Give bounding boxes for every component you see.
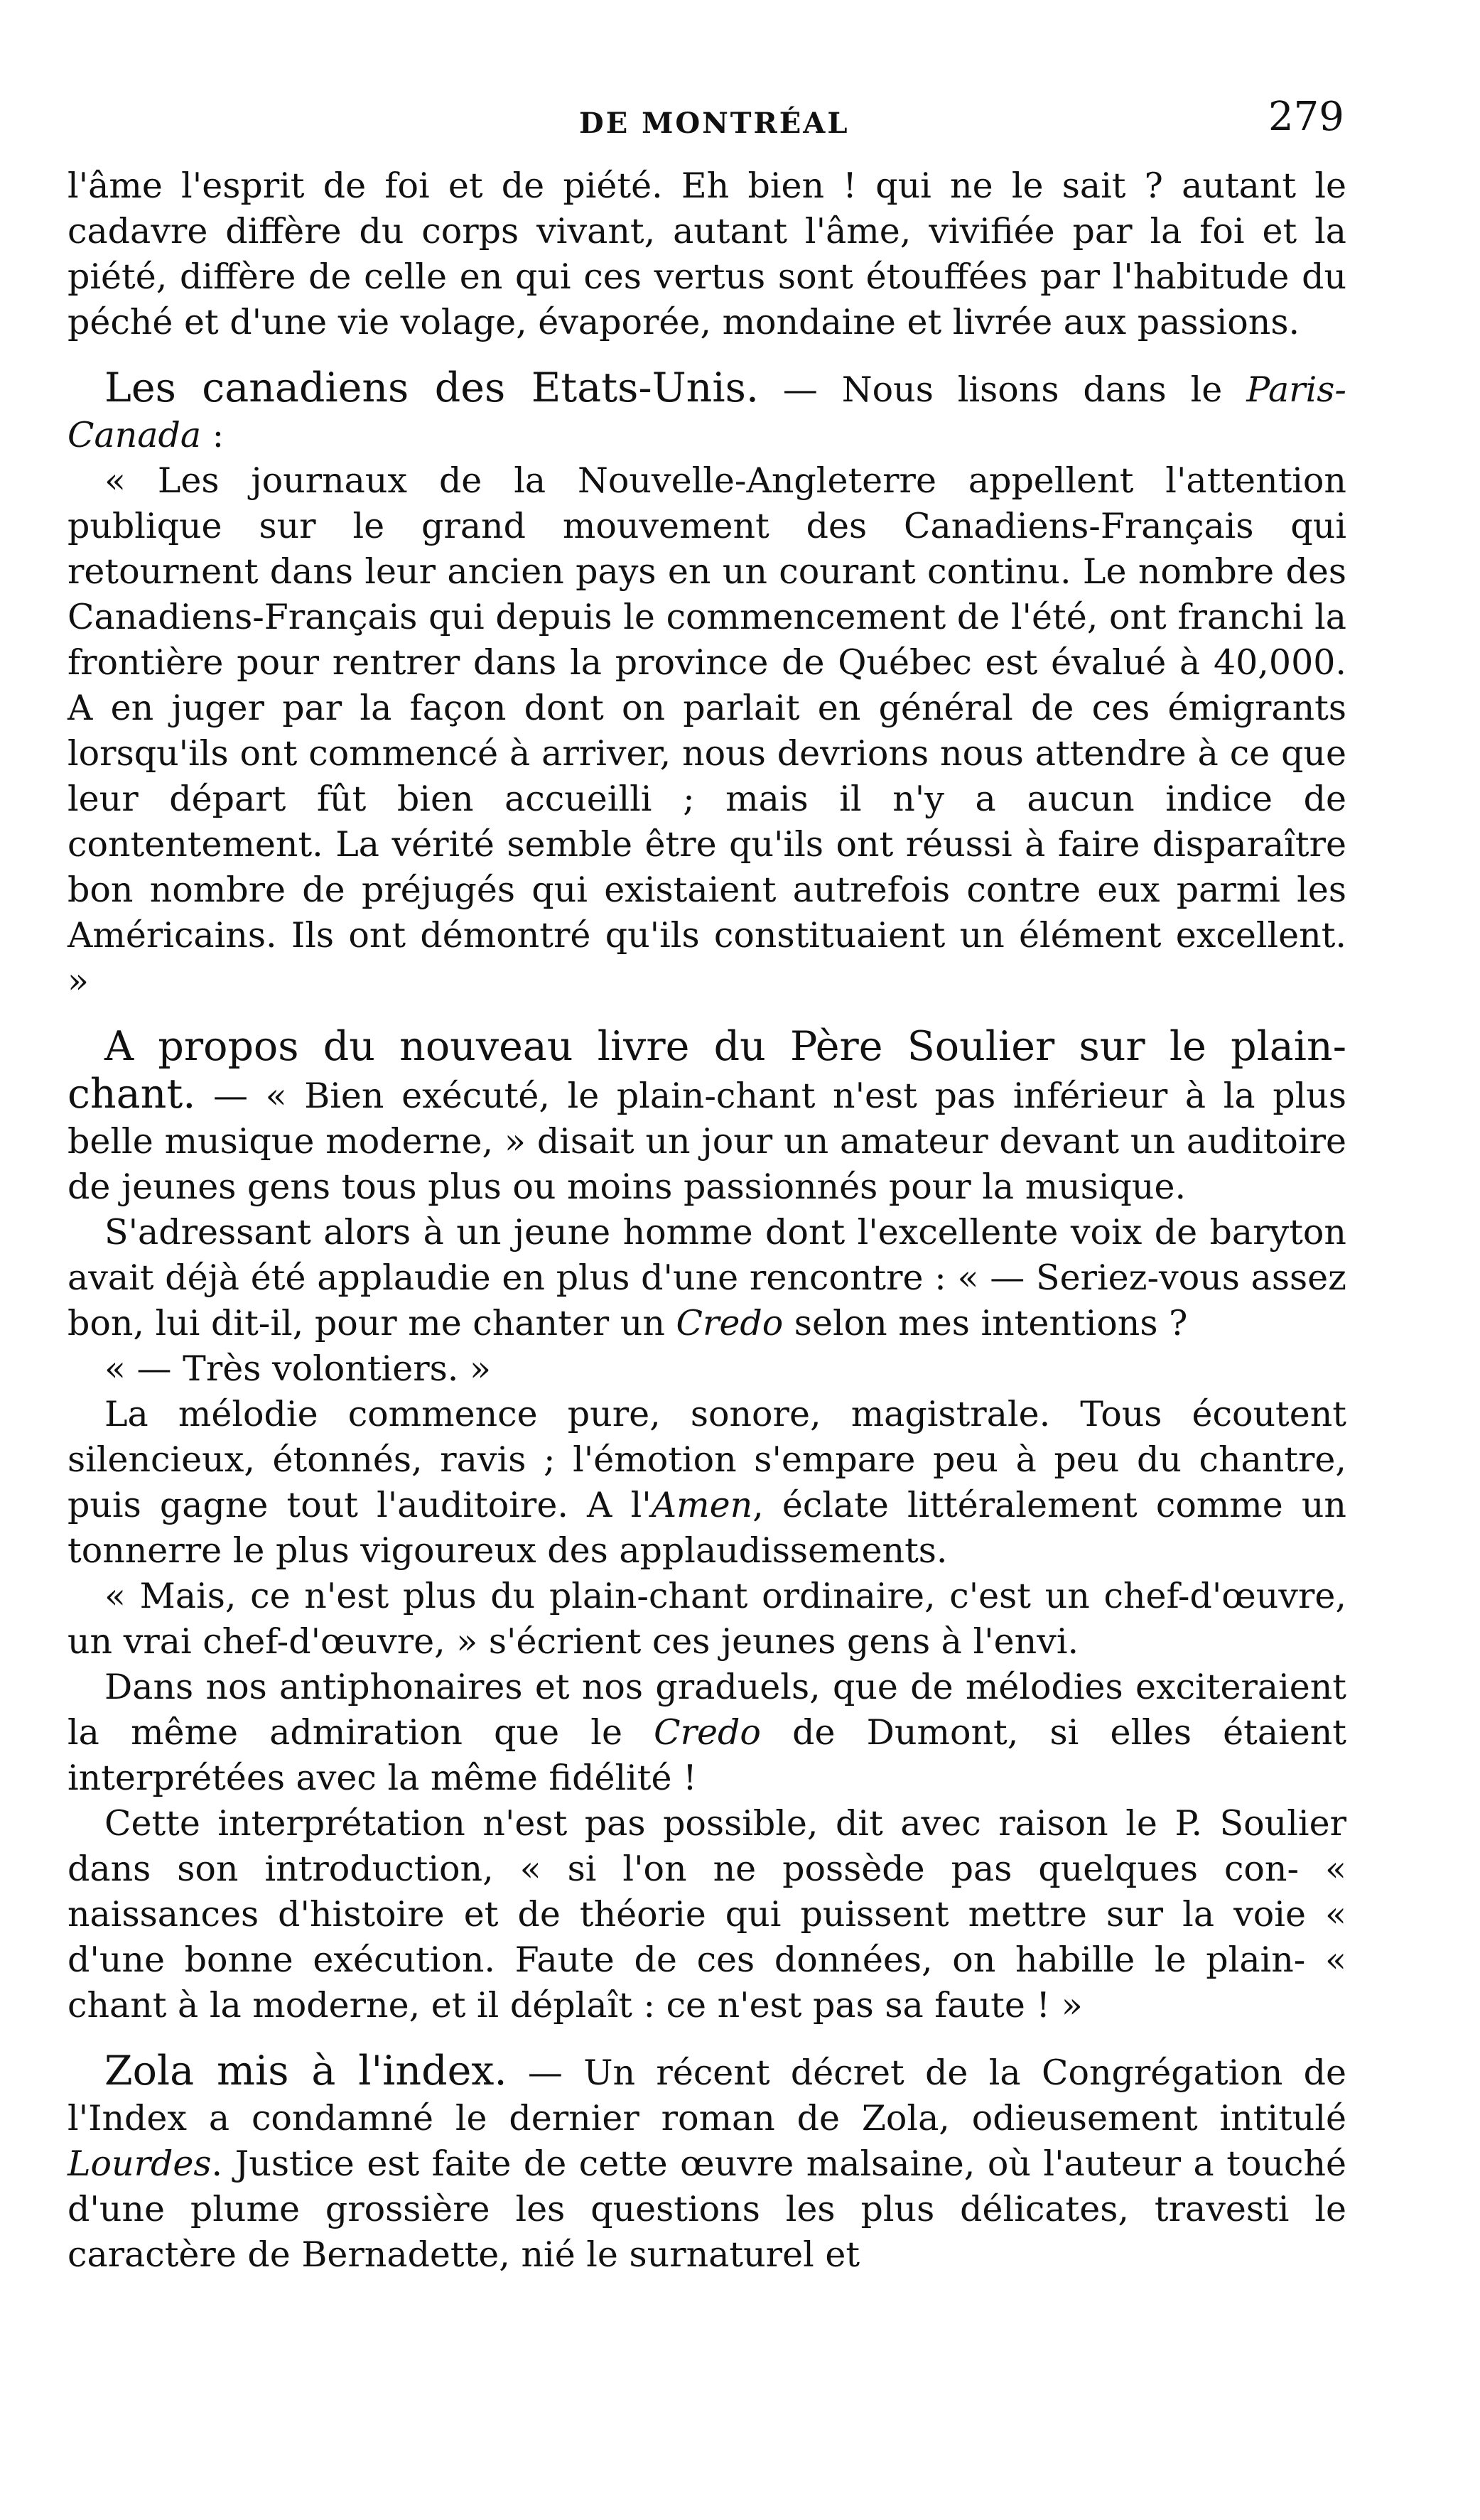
paragraph [67, 1801, 1346, 2028]
article-plain-chant [67, 1024, 1346, 1210]
paragraph [67, 1665, 1346, 1801]
quote-text: « Les journaux de la Nouvelle-Angleterre appellent l'attention publique sur le grand mouvement des Canadiens-Français qui retournent dans leur ancien pays en un courant continu. Le nombre des Canadiens-Français qui depuis le commencement de l'été, ont franchi la frontière pour rentrer dans la province de Québec est évalué à 40,000. A en juger par la façon dont on parlait en général de ces émigrants lorsqu'ils ont commencé à arriver, nous devrions nous attendre à ce que leur départ fût bien accueilli ; mais il n'y a aucun indice de contentement. La vérité semble être qu'ils ont réussi à faire disparaître bon nombre de préjugés qui existaient autrefois contre eux parmi les Américains. Ils ont démontré qu'ils constituaient un élément excellent. » [67, 460, 1346, 1001]
paragraph-text: de Dumont, si elles étaient interprétées avec la même fidélité ! [67, 1712, 1346, 1798]
paragraph-text: selon mes intentions ? [783, 1303, 1188, 1343]
lead-text: — Nous lisons dans le [758, 369, 1247, 410]
paragraph-text: « — Très volontiers. » [104, 1348, 491, 1389]
article-zola [67, 2048, 1346, 2278]
paragraph-text: . Justice est faite de cette œuvre malsaine, où l'auteur a touché d'une plume grossière les questions les plus délicates, travesti le caractère de Bernadette, nié le surnaturel et [67, 2143, 1346, 2275]
article-canadiens [67, 365, 1346, 458]
section-heading-plain-chant: A propos du nouveau livre du Père Soulier sur le plain-chant. [67, 1023, 1346, 1118]
page-body [67, 163, 1346, 2278]
page-number: 279 [1268, 94, 1344, 140]
running-head: DE MONTRÉAL [579, 107, 850, 140]
paragraph-text: — Un récent décret de la Congrégation de l'Index a condamné le dernier roman de Zola, odieusement intitulé [67, 2053, 1346, 2138]
paragraph-text: l'âme l'esprit de foi et de piété. Eh bien ! qui ne le sait ? autant le cadavre diffère du corps vivant, autant l'âme, vivifiée par la foi et la piété, diffère de celle en qui ces vertus sont étouffées par l'habitude du péché et d'une vie volage, évaporée, mondaine et livrée aux passions. [67, 166, 1346, 342]
paragraph [67, 1346, 1346, 1392]
paragraph [67, 1392, 1346, 1574]
lead-text-end: : [201, 415, 225, 455]
paragraph-continuation [67, 163, 1346, 345]
source-title: Paris-Canada [67, 369, 1346, 455]
paragraph-text: Cette interprétation n'est pas possible, dit avec raison le P. Soulier dans son introduction, « si l'on ne possède pas quelques con- « naissances d'histoire et de théorie qui puissent mettre sur la voie « d'une bonne exécution. Faute de ces données, on habille le plain- « chant à la moderne, et il déplaît : ce n'est pas sa faute ! » [67, 1803, 1346, 2026]
book-page [67, 85, 1346, 2278]
credo-title: Credo [654, 1712, 761, 1753]
paragraph [67, 1574, 1346, 1665]
lourdes-title: Lourdes [67, 2143, 212, 2184]
quoted-paragraph [67, 458, 1346, 1004]
section-heading-canadiens: Les canadiens des Etats-Unis. [104, 364, 759, 411]
amen-word: Amen [651, 1485, 753, 1525]
paragraph-text: S'adressant alors à un jeune homme dont l'excellente voix de baryton avait déjà été applaudie en plus d'une rencontre : « — Seriez-vous assez bon, lui dit-il, pour me chanter un [67, 1212, 1346, 1343]
credo-title: Credo [676, 1303, 784, 1343]
section-heading-zola: Zola mis à l'index. [104, 2048, 507, 2094]
paragraph-text: — « Bien exécuté, le plain-chant n'est pas inférieur à la plus belle musique moderne, » disait un jour un amateur devant un auditoire de jeunes gens tous plus ou moins passionnés pour la musique. [67, 1076, 1346, 1207]
paragraph [67, 1210, 1346, 1346]
paragraph-text: , éclate littéralement comme un tonnerre le plus vigoureux des applaudissements. [67, 1485, 1346, 1571]
page-header [67, 85, 1346, 163]
paragraph-text: Dans nos antiphonaires et nos graduels, que de mélodies exciteraient la même admiration que le [67, 1667, 1346, 1753]
paragraph-text: La mélodie commence pure, sonore, magistrale. Tous écoutent silencieux, étonnés, ravis ; l'émotion s'empare peu à peu du chantre, puis gagne tout l'auditoire. A l' [67, 1394, 1346, 1525]
paragraph-text: « Mais, ce n'est plus du plain-chant ordinaire, c'est un chef-d'œuvre, un vrai chef-d'œuvre, » s'écrient ces jeunes gens à l'envi. [67, 1576, 1346, 1662]
